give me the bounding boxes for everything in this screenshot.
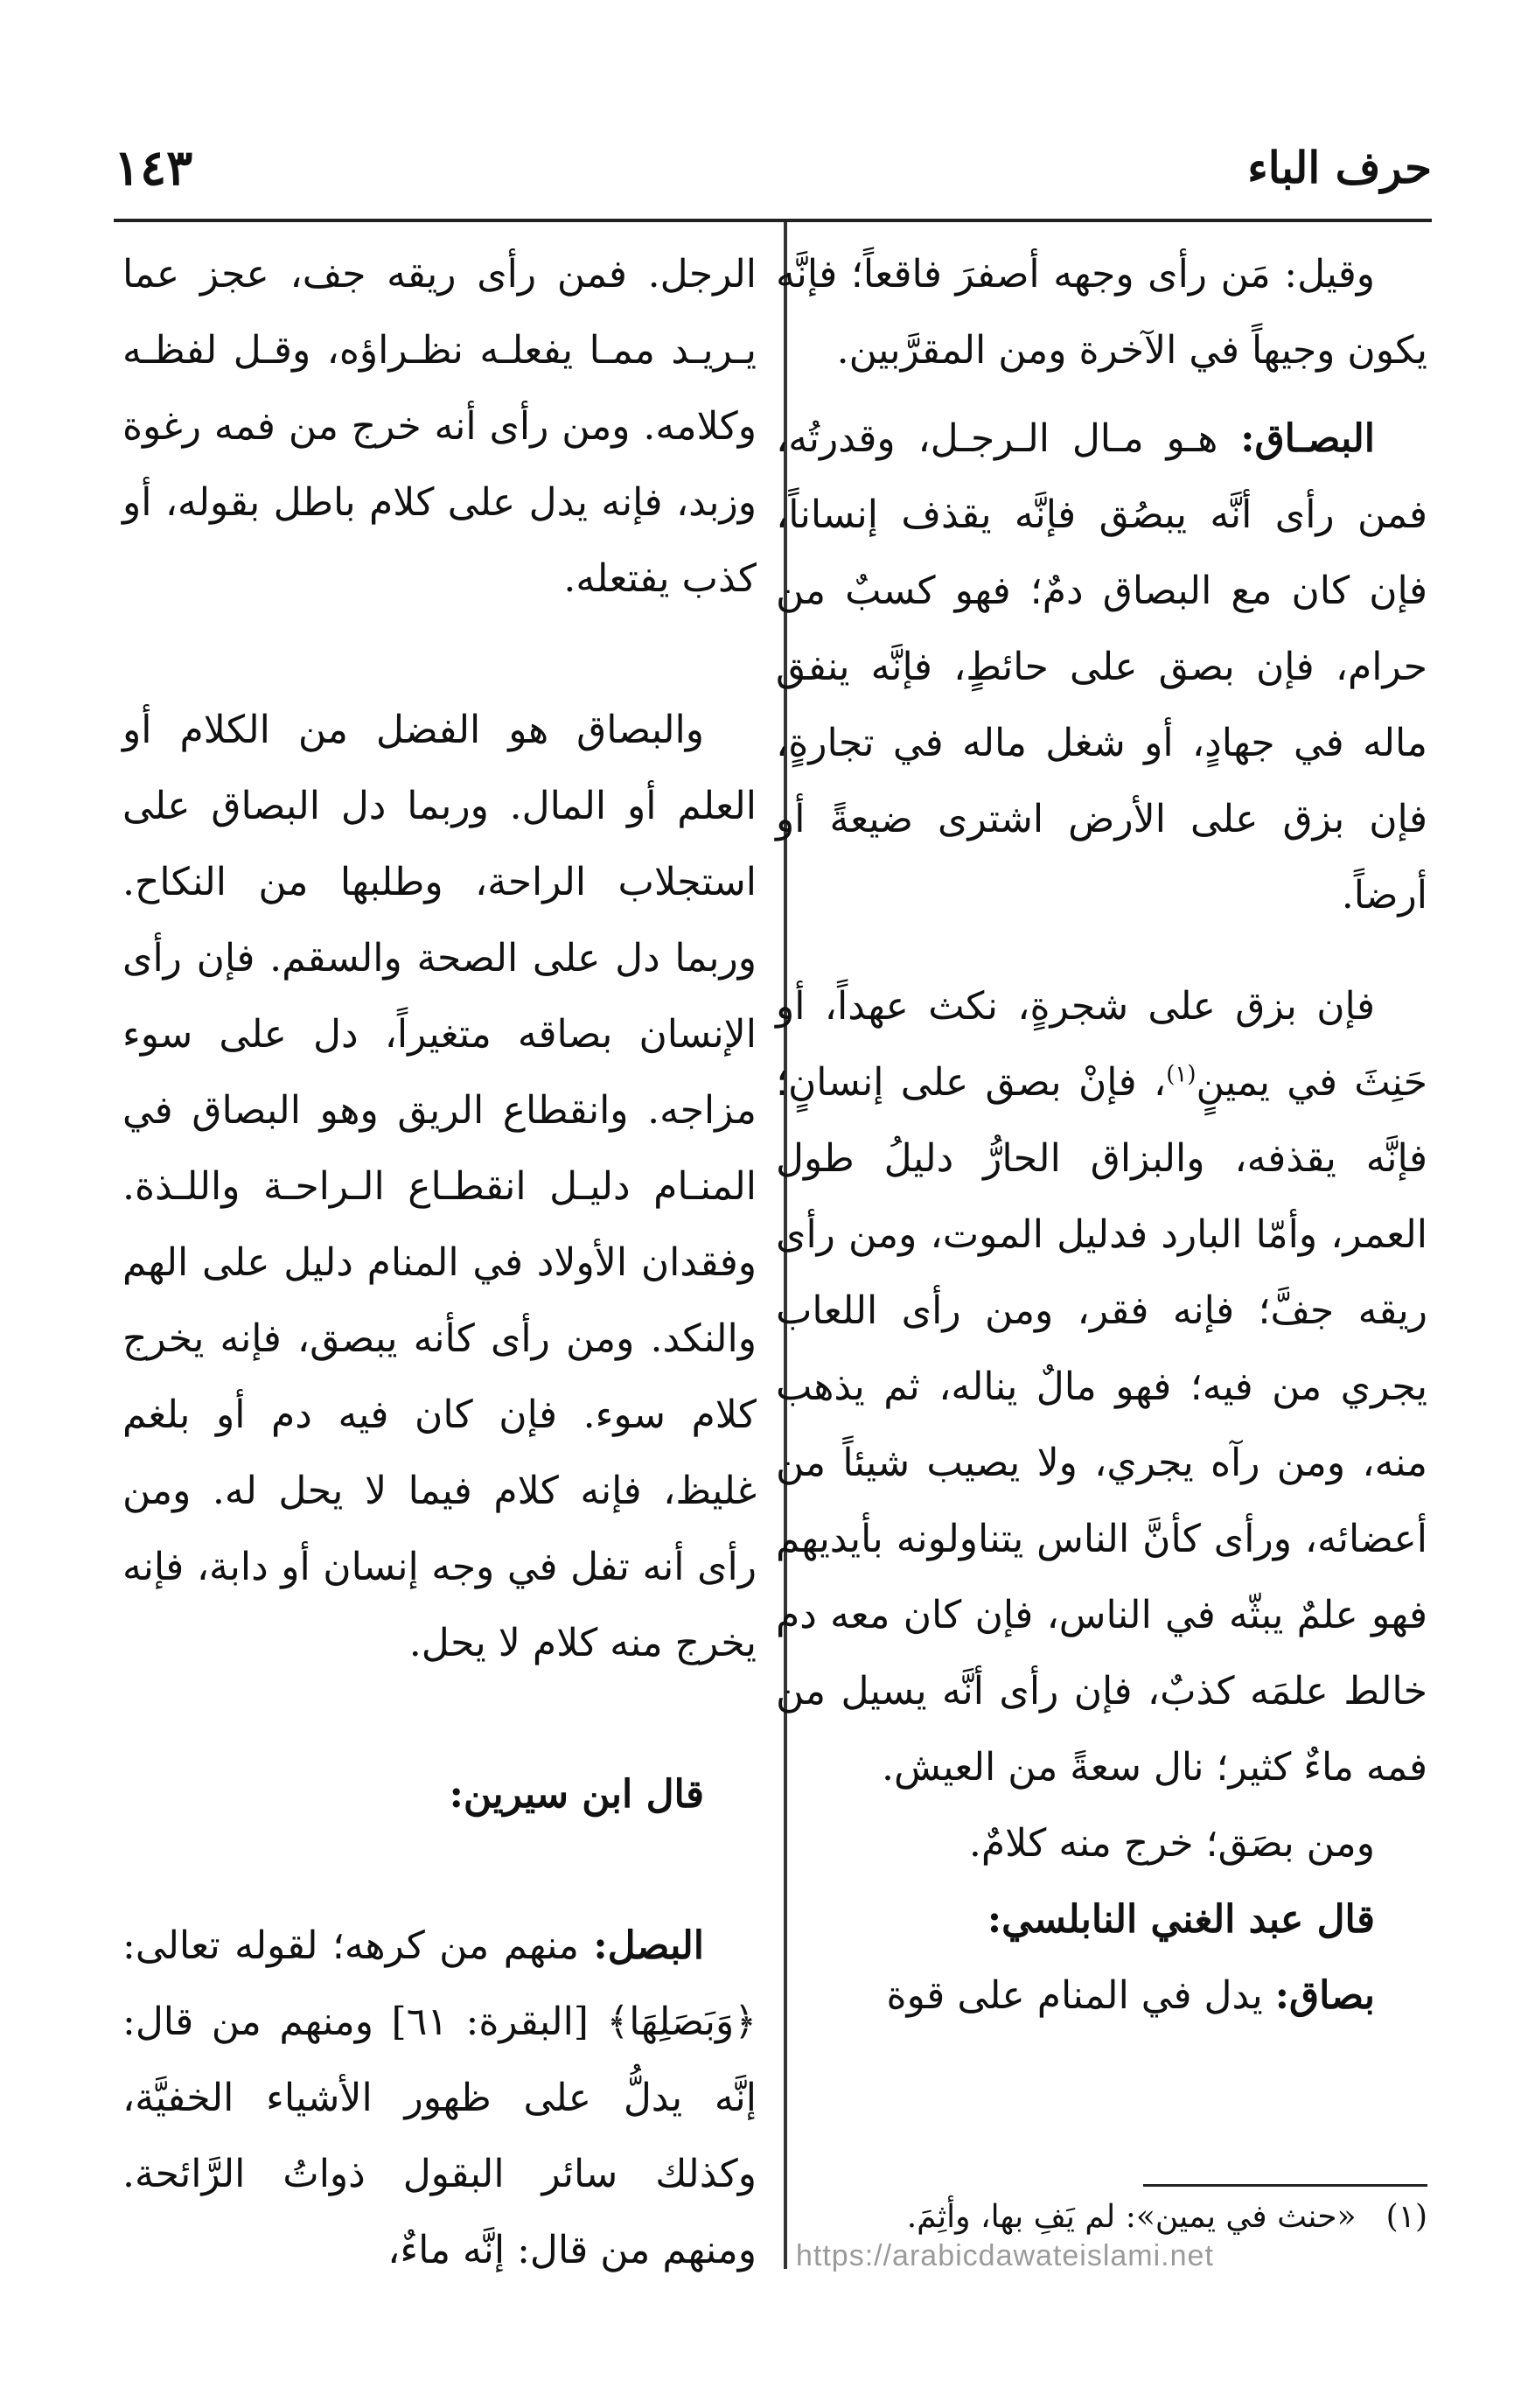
paragraph <box>122 1908 757 2288</box>
paragraph <box>776 401 1427 933</box>
paragraph: ومن بصَق؛ خرج منه كلامٌ. <box>968 1821 1375 1866</box>
paragraph <box>776 1958 1427 2034</box>
footnote-mark: (١) <box>1385 2199 1427 2235</box>
entry-term: البصـاق: <box>1240 416 1375 461</box>
section-heading: قال عبد الغني النابلسي: <box>987 1897 1375 1942</box>
paragraph <box>776 968 1427 1805</box>
entry-term: بصاق: <box>1274 1973 1375 2018</box>
page-number: ١٤٣ <box>114 139 193 197</box>
quran-verse: ﴿وَبَصَلِهَا﴾ <box>606 2000 757 2044</box>
footnote-text: «حنث في يمين»: لم يَفِ بها، وأثِمَ. <box>906 2199 1357 2235</box>
running-head <box>114 140 1432 210</box>
paragraph: وقيل: مَن رأى وجهه أصفرَ فاقعاً؛ فإنَّه يكون وجيهاً في الآخرة ومن المقرَّبين. <box>776 252 1427 373</box>
header-rule <box>114 219 1432 222</box>
left-column <box>122 236 757 2288</box>
watermark-url: https://arabicdawateislami.net <box>796 2239 1214 2272</box>
footnote <box>776 2191 1427 2244</box>
right-column <box>776 236 1427 2034</box>
entry-term: البصل: <box>593 1923 704 1968</box>
paragraph-text: منهم من كرهه؛ لقوله تعالى: <box>122 1923 579 1968</box>
running-title: حرف الباء <box>1247 142 1432 193</box>
paragraph-text: ، فإنْ بصق على إنسانٍ؛ فإنَّه يقذفه، والبزاق الحارُّ دليلُ طول العمر، وأمّا البارد فدليل الموت، ومن رأى ريقه جفَّ؛ فإنه فقر، ومن رأى اللعاب يجري من فيه؛ فهو مالٌ يناله، ثم يذهب منه، ومن رآه يجري، ولا يصيب شيئاً من أعضائه، ورأى كأنَّ الناس يتناولونه بأيديهم فهو علمٌ يبثّه في الناس، فإن كان معه دم خالط علمَه كذبٌ، فإن رأى أنَّه يسيل من فمه ماءٌ كثير؛ نال سعةً من العيش. <box>776 1060 1428 1790</box>
footnote-reference: (١) <box>1166 1061 1197 1088</box>
section-heading: قال ابن سيرين: <box>449 1772 704 1817</box>
verse-reference: [البقرة: ٦١] <box>391 2000 589 2044</box>
footnote-rule <box>1143 2184 1427 2187</box>
paragraph: والبصاق هو الفضل من الكلام أو العلم أو المال. وربما دل البصاق على استجلاب الراحة، وطلبها من النكاح. وربما دل على الصحة والسقم. فإن رأى الإنسان بصاقه متغيراً، دل على سوء مزاجه. وانقطاع الريق وهو البصاق في المنـام دليـل انقطـاع الـراحـة واللـذة. وفقدان الأولاد في المنام دليل على الهم والنكد. ومن رأى كأنه يبصق، فإنه يخرج كلام سوء. فإن كان فيه دم أو بلغم غليظ، فإنه كلام فيما لا يحل له. ومن رأى أنه تفل في وجه إنسان أو دابة، فإنه يخرج منه كلام لا يحل. <box>122 708 757 1665</box>
paragraph-text: ومنهم من قال: إنَّه يدلُّ على ظهور الأشياء الخفيَّة، وكذلك سائر البقول ذواتُ الرَّائحة. ومنهم من قال: إنَّه ماءٌ، <box>122 2000 757 2272</box>
paragraph: الرجل. فمن رأى ريقه جف، عجز عما يـريـد ممـا يفعلـه نظـراؤه، وقـل لفظـه وكلامه. ومن رأى أنه خرج من فمه رغوة وزبد، فإنه يدل على كلام باطل بقوله، أو كذب يفتعله. <box>122 252 757 601</box>
paragraph-text: هـو مـال الـرجـل، وقدرتُه، فمن رأى أنَّه يبصُق فإنَّه يقذف إنساناً، فإن كان مع البصاق دمٌ؛ فهو كسبٌ من حرام، فإن بصق على حائطٍ، فإنَّه ينفق ماله في جهادٍ، أو شغل ماله في تجارةٍ، فإن بزق على الأرض اشترى ضيعةً أو أرضاً. <box>776 416 1427 918</box>
paragraph-text: يدل في المنام على قوة <box>886 1973 1263 2018</box>
paragraph-text: فإن بزق على شجرةٍ، نكث عهداً، أو حَنِثَ في يمينٍ <box>776 984 1427 1105</box>
